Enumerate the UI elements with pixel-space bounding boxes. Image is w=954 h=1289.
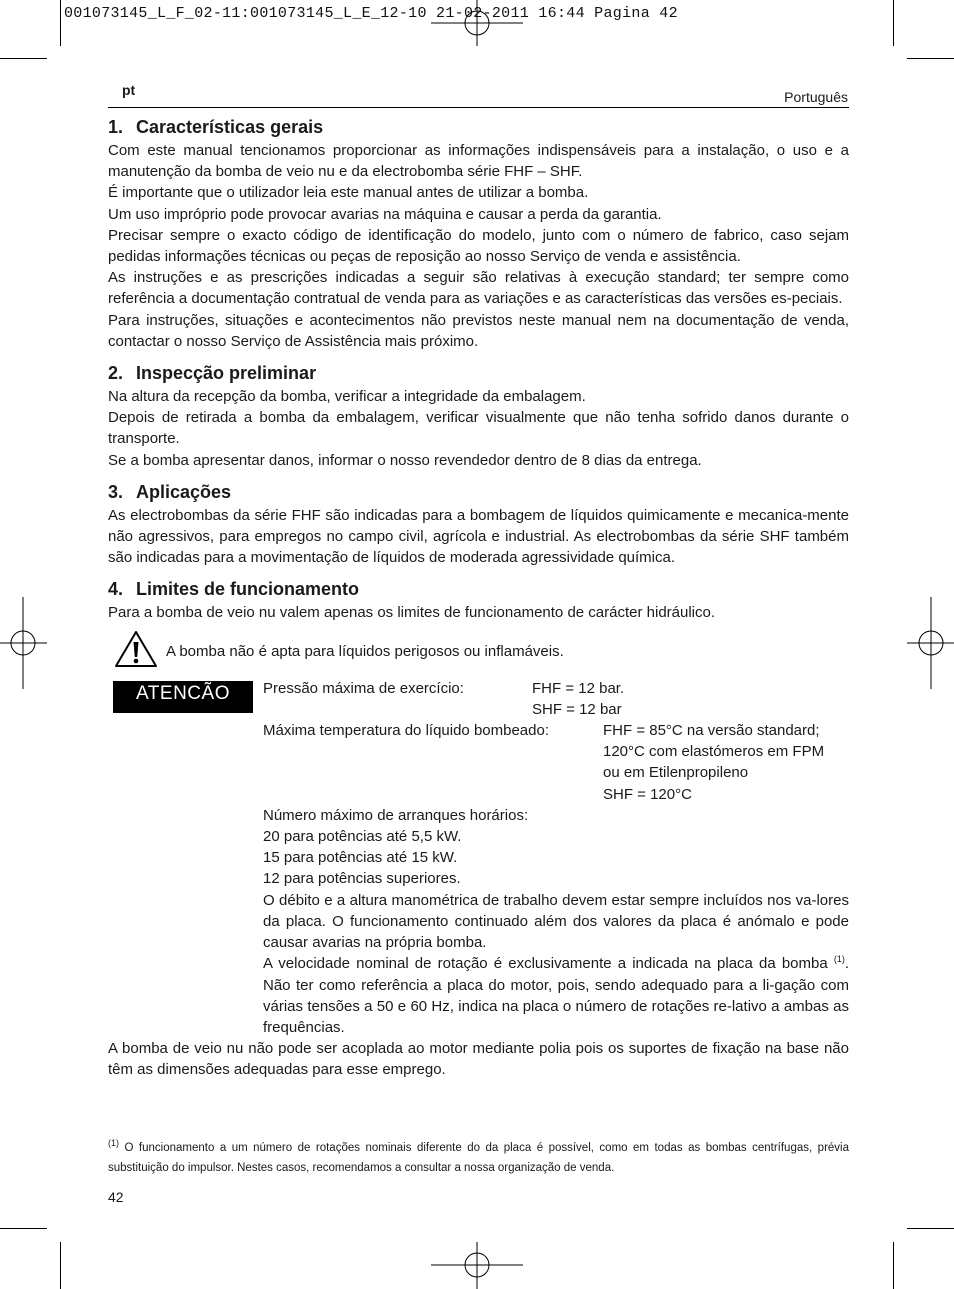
section-applications: [108, 479, 849, 569]
crop-mark: [893, 0, 894, 46]
max-temperature-row: Máxima temperatura do líquido bombeado: FHF = 85°C na versão standard; 120°C com elastómeros em FPM ou em Etilenpropileno SHF = 120°C: [263, 722, 825, 803]
header-rule: [108, 107, 849, 108]
starts-per-hour: Número máximo de arranques horários: 20 para potências até 5,5 kW. 15 para potências até 15 kW. 12 para potências superiores.: [263, 806, 529, 888]
paragraph: O débito e a altura manométrica de trabalho devem estar sempre incluídos nos va-lores da placa. O funcionamento continuado além dos valores da placa é anómalo e pode causar avarias na própria bomba.: [263, 891, 849, 952]
paragraph: As instruções e as prescrições indicadas a seguir são relativas à execução standard; ter sempre como referência a documentação contratual de venda para as variações e as características das versões es-peciais.: [108, 269, 849, 308]
paragraph: Para instruções, situações e acontecimentos não previstos neste manual nem na documentação de venda, contactar o nosso Serviço de Assistência mais próximo.: [108, 311, 849, 350]
crop-mark: [0, 1228, 47, 1229]
section-general-characteristics: [108, 114, 849, 352]
print-header: 001073145_L_F_02-11:001073145_L_E_12-10 21-02-2011 16:44 Pagina 42: [64, 5, 678, 22]
registration-mark-top: [431, 0, 523, 46]
page-content: [108, 114, 849, 1081]
paragraph: É importante que o utilizador leia este manual antes de utilizar a bomba.: [108, 184, 589, 202]
attention-label: ATENCÃO: [113, 681, 253, 713]
attention-body: [263, 678, 849, 1038]
section-heading: 1. Características gerais: [108, 117, 324, 137]
paragraph: Depois de retirada a bomba da embalagem, verificar visualmente que não tenha sofrido danos durante o transporte.: [108, 409, 849, 448]
warning-text: A bomba não é apta para líquidos perigosos ou inflamáveis.: [166, 642, 564, 660]
paragraph: A velocidade nominal de rotação é exclusivamente a indicada na placa da bomba $^{(1)}$. Não ter como referência a placa do motor, pois, sendo adequado para a li-gação com várias tensões a 50 e 60 Hz, indica na placa o número de rotações re-lativo a ambas as frequências.: [263, 954, 850, 1036]
language-code: pt: [122, 82, 136, 98]
footnote-marker: (1): [108, 1138, 119, 1149]
paragraph: As electrobombas da série FHF são indicadas para a bombagem de líquidos quimicamente e mecanica-mente não agressivos, para empregos no campo civil, agrícola e industrial. As electrobombas da série SHF também são indicadas para a movimentação de líquidos de moderada agressividade química.: [108, 506, 849, 567]
paragraph: A bomba de veio nu não pode ser acoplada ao motor mediante polia pois os suportes de fixação na base não têm as dimensões adequadas para esse emprego.: [108, 1040, 849, 1079]
paragraph: Precisar sempre o exacto código de identificação do modelo, junto com o número de fabrico, caso sejam pedidas informações técnicas ou peças de reposição ao nosso Serviço de venda e assistência.: [108, 226, 849, 266]
registration-mark-bottom: [431, 1242, 523, 1289]
crop-mark: [907, 58, 954, 59]
section-heading: 4. Limites de funcionamento: [108, 579, 360, 600]
paragraph: Um uso impróprio pode provocar avarias na máquina e causar a perda da garantia.: [108, 205, 662, 223]
crop-mark: [60, 1242, 61, 1289]
crop-mark: [60, 0, 61, 46]
warning-row: [108, 630, 849, 670]
warning-triangle-icon: [114, 630, 158, 668]
paragraph: Para a bomba de veio nu valem apenas os limites de funcionamento de carácter hidráulico.: [108, 604, 716, 622]
section-heading: 2. Inspecção preliminar: [108, 363, 317, 384]
section-operating-limits: [108, 576, 849, 1080]
language-name: Português: [784, 89, 848, 105]
attention-block: [108, 678, 849, 1038]
footnote: $^{(1)}$ O funcionamento a um número de rotações nominais diferente do da placa é possível, como em todas as bombas centrífugas, prévia substituição do impulsor. Nestes casos, recomendamos a consultar a nossa organização de venda.: [108, 1138, 849, 1174]
paragraph: Com este manual tencionamos proporcionar as informações indispensáveis para a instalação, o uso e a manutenção da bomba de veio nu e da electrobomba série FHF – SHF.: [108, 142, 849, 181]
section-preliminary-inspection: [108, 360, 849, 471]
registration-mark-right: [907, 597, 954, 689]
max-pressure-row: Pressão máxima de exercício: FHF = 12 bar. SHF = 12 bar: [263, 679, 625, 718]
crop-mark: [893, 1242, 894, 1289]
page-number: 42: [108, 1189, 124, 1205]
crop-mark: [907, 1228, 954, 1229]
registration-mark-left: [0, 597, 47, 689]
paragraph: Se a bomba apresentar danos, informar o nosso revendedor dentro de 8 dias da entrega.: [108, 451, 702, 469]
crop-mark: [0, 58, 47, 59]
section-heading: 3. Aplicações: [108, 481, 232, 502]
paragraph: Na altura da recepção da bomba, verificar a integridade da embalagem.: [108, 388, 586, 406]
footnote-ref: (1): [833, 954, 845, 965]
